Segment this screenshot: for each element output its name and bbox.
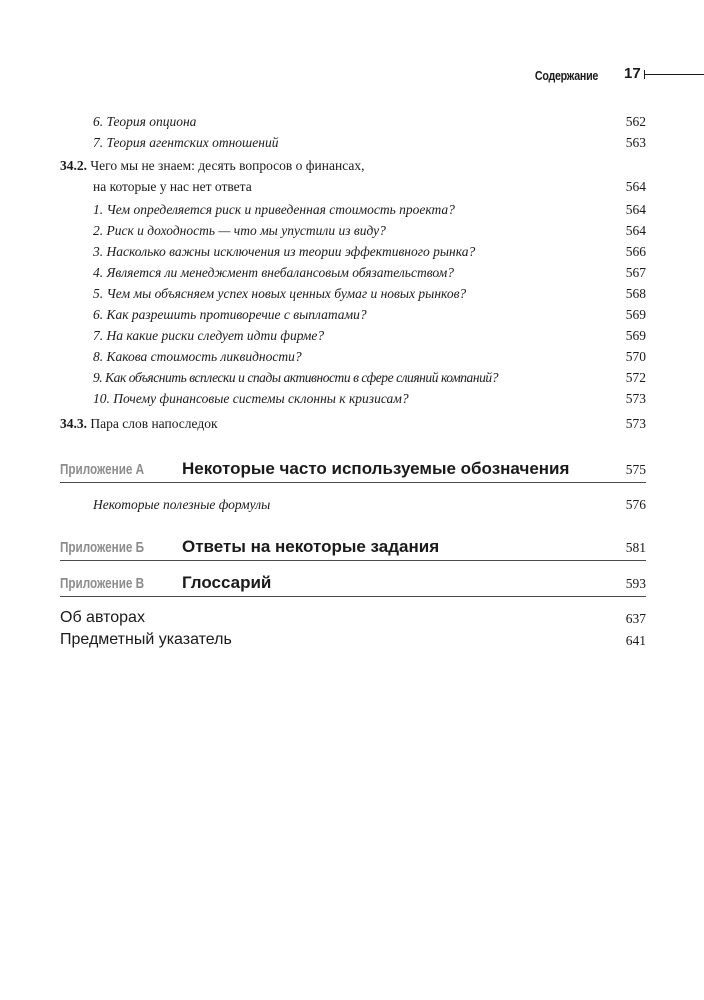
section-title-line2: на которые у нас нет ответа (93, 179, 252, 194)
toc-entry-page: 567 (625, 265, 646, 280)
toc-entry-text: 5. Чем мы объясняем успех новых ценных бумаг и новых рынков? (93, 286, 467, 301)
toc-entry-text: Предметный указатель (60, 631, 232, 648)
toc-entry-page: 569 (625, 307, 646, 322)
toc-entry-page: 562 (625, 114, 646, 129)
appendix-label: Приложение В (60, 575, 145, 592)
appendix-label: Приложение А (60, 461, 145, 478)
appendix-rule (60, 596, 646, 597)
appendix-title: Глоссарий (182, 573, 272, 592)
appendix-rule (60, 482, 646, 483)
toc-entry-text: 6. Теория опциона (93, 114, 197, 129)
toc-entry-text: 7. Теория агентских отношений (93, 135, 279, 150)
toc-entry-page: 573 (625, 391, 646, 406)
header-rule (645, 74, 704, 75)
toc-end-entry (60, 609, 646, 631)
section-title: Пара слов напоследок (90, 416, 218, 431)
toc-entry-text: 6. Как разрешить противоречие с выплатами? (93, 307, 367, 322)
toc-entry-page: 572 (625, 370, 646, 385)
toc-entry-page: 568 (625, 286, 646, 301)
appendix-a (60, 459, 646, 485)
appendix-title: Ответы на некоторые задания (182, 537, 440, 556)
appendix-page: 575 (625, 462, 646, 477)
toc-entry-page: 576 (625, 497, 646, 512)
appendix-page: 593 (625, 576, 646, 591)
section-title-line1: Чего мы не знаем: десять вопросов о финансах, (90, 158, 365, 173)
toc-entry-text: 10. Почему финансовые системы склонны к кризисам? (93, 391, 409, 406)
header-title: Содержание (534, 68, 598, 83)
toc-entry-text: 1. Чем определяется риск и приведенная стоимость проекта? (93, 202, 455, 217)
toc-end-entry (60, 631, 646, 653)
appendix-rule (60, 560, 646, 561)
toc-entry-page: 563 (625, 135, 646, 150)
toc-entry-text: 4. Является ли менеджмент внебалансовым обязательством? (93, 265, 454, 280)
toc-entry-page: 641 (625, 633, 646, 648)
appendix-b (60, 537, 646, 563)
toc-entry-text: 9. Как объяснить всплески и спады активности в сфере слияний компаний? (93, 370, 498, 385)
toc-entry-text: Некоторые полезные формулы (93, 497, 271, 512)
toc-entry-text: 7. На какие риски следует идти фирме? (93, 328, 325, 343)
toc-entry-page: 570 (625, 349, 646, 364)
toc-entry-page: 637 (625, 611, 646, 626)
toc-entry-text: 3. Насколько важны исключения из теории эффективного рынка? (93, 244, 476, 259)
header-page-number: 17 (624, 65, 641, 82)
toc-entry-text: 8. Какова стоимость ликвидности? (93, 349, 302, 364)
running-header (0, 66, 704, 86)
appendix-title: Некоторые часто используемые обозначения (182, 459, 570, 478)
toc-entry-text: Об авторах (60, 609, 145, 626)
toc-entry-text: 2. Риск и доходность — что мы упустили из виду? (93, 223, 386, 238)
toc-entry-page: 566 (625, 244, 646, 259)
section-number: 34.3. (60, 416, 87, 431)
appendix-label: Приложение Б (60, 539, 145, 556)
appendix-page: 581 (625, 540, 646, 555)
toc-entry-page: 569 (625, 328, 646, 343)
appendix-c (60, 573, 646, 599)
toc-entry-page: 564 (625, 179, 646, 194)
toc-entry-page: 564 (625, 202, 646, 217)
section-number: 34.2. (60, 158, 87, 173)
toc-entry-page: 573 (625, 416, 646, 431)
toc-entry-page: 564 (625, 223, 646, 238)
